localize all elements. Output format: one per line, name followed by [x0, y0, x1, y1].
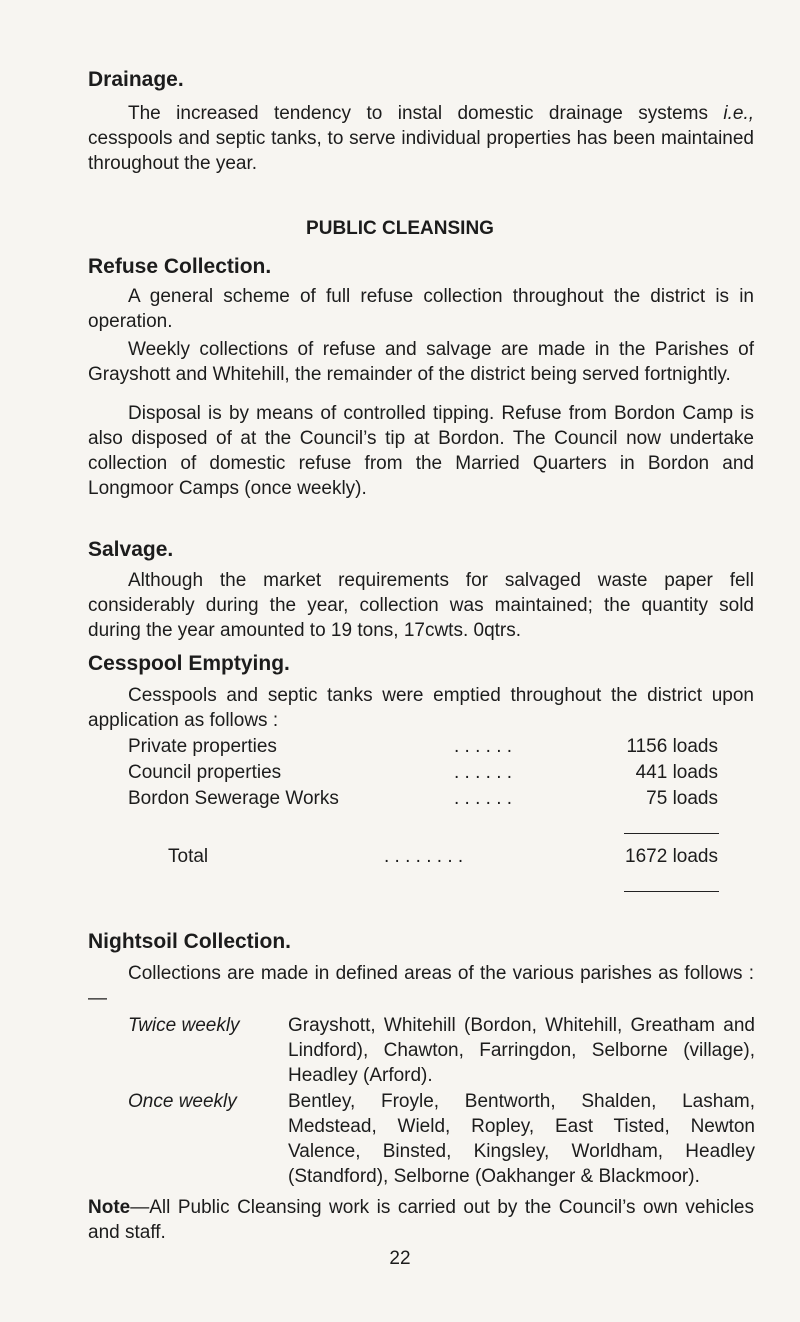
note-label: Note	[88, 1197, 131, 1218]
cesspool-total-label: Total	[168, 846, 209, 867]
cesspool-total-value: 1672 loads	[625, 846, 718, 867]
cesspool-total-dots: . . . . . . . .	[384, 846, 464, 867]
cesspool-row-value: 1156 loads	[626, 736, 718, 757]
cesspool-row	[128, 734, 718, 759]
cesspool-row	[128, 760, 718, 785]
cesspool-row-dots: . . . . . .	[454, 762, 513, 783]
salvage-paragraph: Although the market requirements for salvaged waste paper fell considerably during the year, collection was maintained; the quantity sold during the year amounted to 19 tons, 17cwts. 0qtrs.	[88, 570, 754, 641]
nightsoil-intro: Collections are made in defined areas of the various parishes as follows :—	[88, 963, 754, 1009]
cesspool-intro: Cesspools and septic tanks were emptied throughout the district upon application as follows :	[88, 685, 754, 731]
drainage-ie: i.e.,	[723, 103, 755, 124]
refuse-paragraph-3: Disposal is by means of controlled tipping. Refuse from Bordon Camp is also disposed of at the Council’s tip at Bordon. The Council now undertake collection of domestic refuse from the Married Quarters in Bordon and Longmoor Camps (once weekly).	[88, 403, 754, 499]
cesspool-row-dots: . . . . . .	[454, 736, 513, 757]
drainage-text-post: cesspools and septic tanks, to serve individual properties has been maintained throughout the year.	[88, 128, 754, 174]
total-rule	[624, 891, 719, 892]
twice-weekly-label: Twice weekly	[128, 1015, 240, 1036]
cesspool-row-label: Private properties	[128, 736, 277, 757]
subtotal-rule	[624, 833, 719, 834]
cesspool-heading: Cesspool Emptying.	[88, 652, 290, 675]
twice-weekly-parishes: Grayshott, Whitehill (Bordon, Whitehill, Greatham and Lindford), Chawton, Farringdon, Selborne (village), Headley (Arford).	[288, 1015, 755, 1086]
once-weekly-label: Once weekly	[128, 1091, 237, 1112]
cesspool-row-value: 75 loads	[646, 788, 718, 809]
drainage-paragraph	[88, 101, 754, 176]
drainage-text-pre: The increased tendency to instal domestic drainage systems	[128, 103, 708, 124]
note-text: —All Public Cleansing work is carried out by the Council’s own vehicles and staff.	[88, 1197, 754, 1243]
refuse-paragraph-2: Weekly collections of refuse and salvage are made in the Parishes of Grayshott and Whitehill, the remainder of the district being served fortnightly.	[88, 339, 754, 385]
cesspool-total-row	[128, 844, 718, 869]
once-weekly-parishes: Bentley, Froyle, Bentworth, Shalden, Lasham, Medstead, Wield, Ropley, East Tisted, Newton Valence, Binsted, Kingsley, Worldham, Headley (Standford), Selborne (Oakhanger & Blackmoor).	[288, 1091, 755, 1187]
drainage-heading: Drainage.	[88, 68, 184, 91]
public-cleansing-title: PUBLIC CLEANSING	[306, 218, 494, 239]
page-number: 22	[389, 1248, 411, 1269]
salvage-heading: Salvage.	[88, 538, 174, 561]
cesspool-row-label: Bordon Sewerage Works	[128, 788, 339, 809]
cesspool-row	[128, 786, 718, 811]
cesspool-row-value: 441 loads	[635, 762, 718, 783]
refuse-heading: Refuse Collection.	[88, 255, 272, 278]
cesspool-row-dots: . . . . . .	[454, 788, 513, 809]
refuse-paragraph-1: A general scheme of full refuse collection throughout the district is in operation.	[88, 286, 754, 332]
nightsoil-heading: Nightsoil Collection.	[88, 930, 291, 953]
cesspool-row-label: Council properties	[128, 762, 282, 783]
note-paragraph	[88, 1195, 754, 1245]
